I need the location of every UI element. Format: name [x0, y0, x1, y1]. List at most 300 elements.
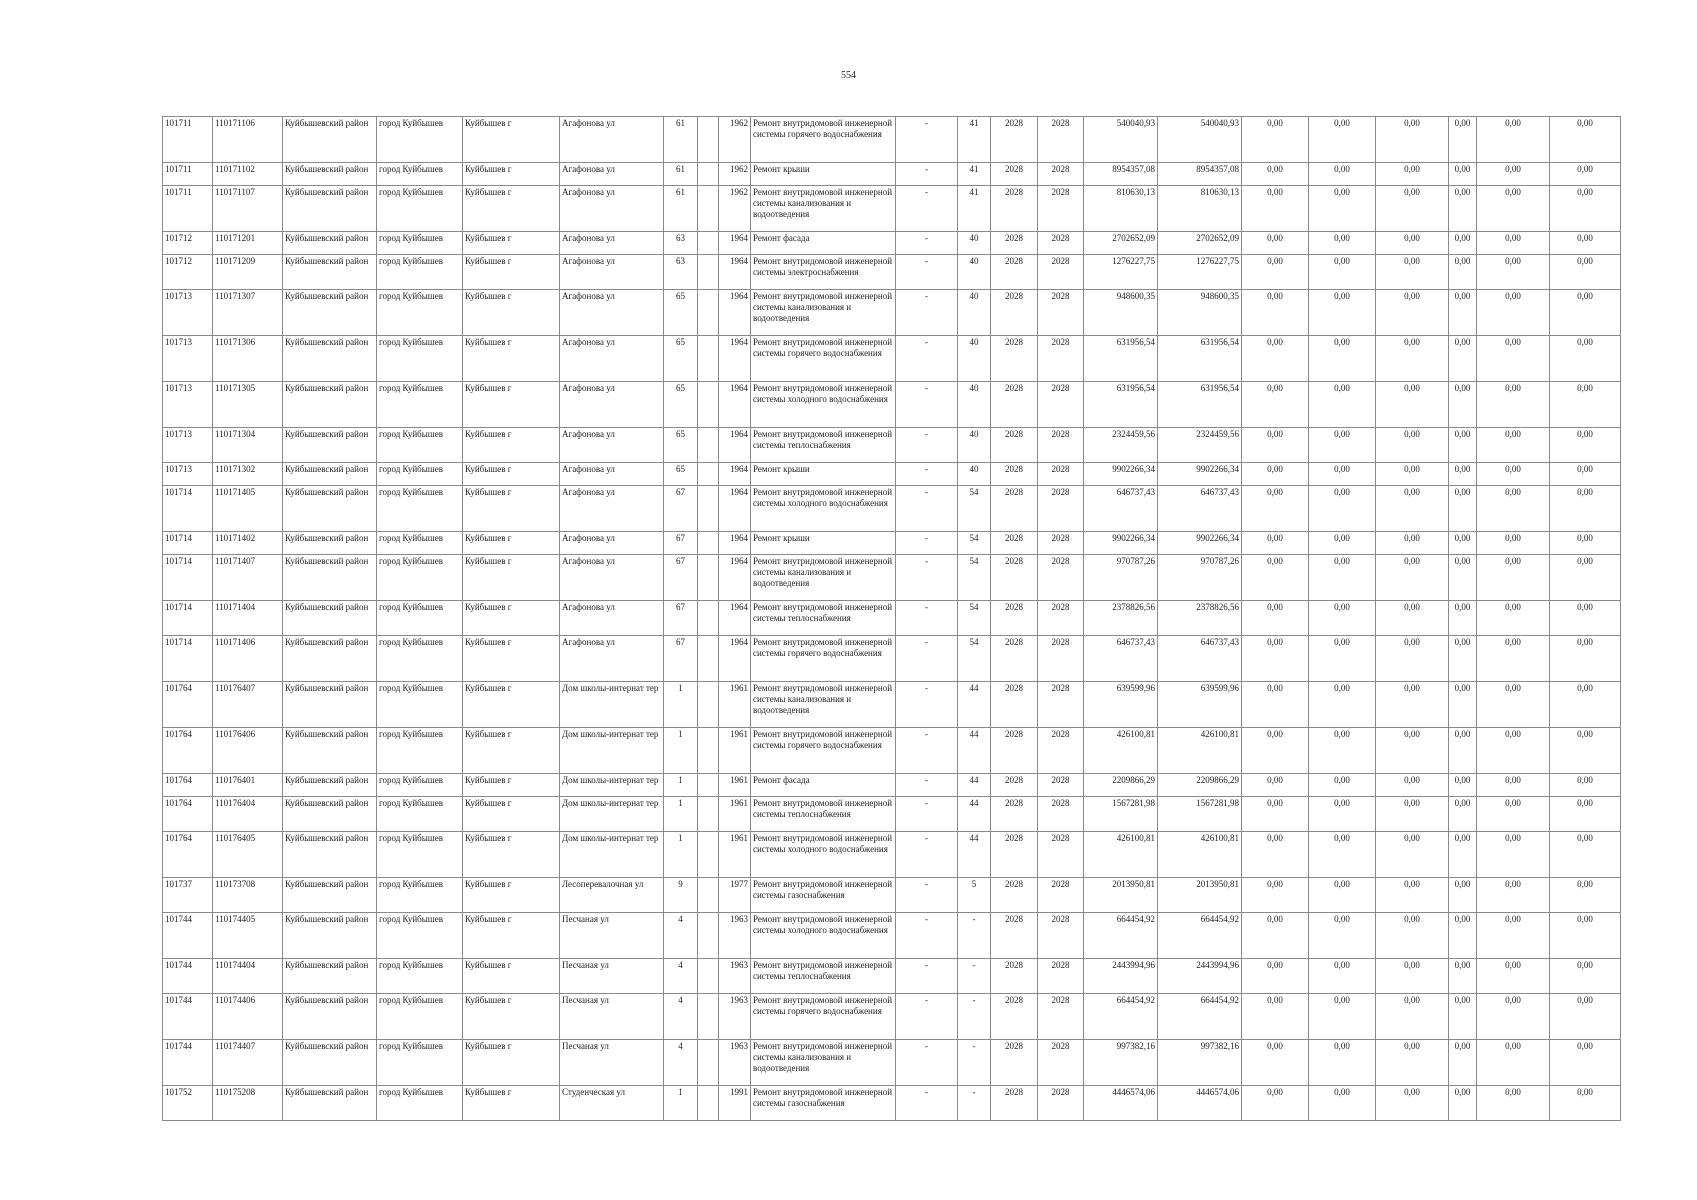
- cell-cost-extra: 0,00: [1550, 878, 1621, 913]
- cell-cost-federal: 0,00: [1242, 1040, 1309, 1086]
- cell-cost-owners: 0,00: [1477, 636, 1550, 682]
- cell-house-id: 101764: [163, 774, 213, 797]
- cell-unit: -: [896, 774, 958, 797]
- cell-cost-fund: 9902266,34: [1158, 532, 1242, 555]
- cell-plan-year-start: 2028: [991, 117, 1038, 163]
- cell-cost-other: 0,00: [1449, 959, 1477, 994]
- cell-work-id: 110171209: [213, 255, 283, 290]
- cell-cost-local: 0,00: [1376, 1040, 1449, 1086]
- cell-municipality: город Куйбышев: [377, 1040, 463, 1086]
- cell-year: 1962: [719, 163, 751, 186]
- cell-year: 1963: [719, 994, 751, 1040]
- cell-cost-regional: 0,00: [1309, 232, 1376, 255]
- cell-settlement: Куйбышев г: [463, 774, 560, 797]
- cell-work-id: 110171106: [213, 117, 283, 163]
- cell-work-id: 110171306: [213, 336, 283, 382]
- cell-year: 1964: [719, 463, 751, 486]
- table-row: [163, 1086, 1621, 1121]
- cell-street: Агафонова ул: [560, 117, 664, 163]
- cell-work-type: Ремонт внутридомовой инженерной системы канализования и водоотведения: [751, 1040, 896, 1086]
- cell-house-id: 101764: [163, 682, 213, 728]
- cell-house-number: 65: [664, 336, 698, 382]
- cell-cost-regional: 0,00: [1309, 601, 1376, 636]
- table-row: [163, 428, 1621, 463]
- cell-building: [698, 532, 719, 555]
- cell-cost-regional: 0,00: [1309, 959, 1376, 994]
- cell-cost-federal: 0,00: [1242, 186, 1309, 232]
- cell-cost-fund: 2324459,56: [1158, 428, 1242, 463]
- cell-cost-local: 0,00: [1376, 117, 1449, 163]
- cell-plan-year-start: 2028: [991, 186, 1038, 232]
- cell-work-type: Ремонт крыши: [751, 532, 896, 555]
- cell-municipality: город Куйбышев: [377, 117, 463, 163]
- cell-work-id: 110174405: [213, 913, 283, 959]
- cell-unit: -: [896, 994, 958, 1040]
- cell-street: Агафонова ул: [560, 636, 664, 682]
- cell-cost-other: 0,00: [1449, 290, 1477, 336]
- cell-wear: -: [958, 959, 991, 994]
- cell-cost-regional: 0,00: [1309, 428, 1376, 463]
- cell-plan-year-end: 2028: [1038, 428, 1084, 463]
- cell-cost-total: 540040,93: [1084, 117, 1158, 163]
- cell-work-id: 110176405: [213, 832, 283, 878]
- cell-house-number: 65: [664, 463, 698, 486]
- cell-plan-year-start: 2028: [991, 636, 1038, 682]
- cell-street: Дом школы-интернат тер: [560, 682, 664, 728]
- cell-cost-owners: 0,00: [1477, 878, 1550, 913]
- cell-cost-extra: 0,00: [1550, 463, 1621, 486]
- cell-cost-federal: 0,00: [1242, 797, 1309, 832]
- cell-district: Куйбышевский район: [283, 728, 377, 774]
- cell-cost-fund: 2209866,29: [1158, 774, 1242, 797]
- cell-plan-year-end: 2028: [1038, 486, 1084, 532]
- cell-cost-total: 8954357,08: [1084, 163, 1158, 186]
- table-row: [163, 636, 1621, 682]
- cell-cost-regional: 0,00: [1309, 290, 1376, 336]
- table-row: [163, 913, 1621, 959]
- cell-settlement: Куйбышев г: [463, 1040, 560, 1086]
- table-row: [163, 382, 1621, 428]
- cell-municipality: город Куйбышев: [377, 832, 463, 878]
- cell-cost-extra: 0,00: [1550, 290, 1621, 336]
- cell-cost-other: 0,00: [1449, 382, 1477, 428]
- cell-cost-local: 0,00: [1376, 959, 1449, 994]
- cell-cost-fund: 540040,93: [1158, 117, 1242, 163]
- cell-wear: 40: [958, 232, 991, 255]
- cell-municipality: город Куйбышев: [377, 728, 463, 774]
- cell-building: [698, 486, 719, 532]
- cell-settlement: Куйбышев г: [463, 728, 560, 774]
- cell-unit: -: [896, 728, 958, 774]
- cell-unit: -: [896, 382, 958, 428]
- cell-settlement: Куйбышев г: [463, 555, 560, 601]
- cell-plan-year-start: 2028: [991, 555, 1038, 601]
- cell-building: [698, 682, 719, 728]
- cell-cost-other: 0,00: [1449, 878, 1477, 913]
- cell-cost-regional: 0,00: [1309, 728, 1376, 774]
- cell-cost-regional: 0,00: [1309, 774, 1376, 797]
- cell-building: [698, 382, 719, 428]
- cell-cost-other: 0,00: [1449, 682, 1477, 728]
- cell-plan-year-start: 2028: [991, 1040, 1038, 1086]
- cell-cost-extra: 0,00: [1550, 336, 1621, 382]
- cell-cost-fund: 948600,35: [1158, 290, 1242, 336]
- cell-cost-federal: 0,00: [1242, 382, 1309, 428]
- cell-work-type: Ремонт внутридомовой инженерной системы горячего водоснабжения: [751, 636, 896, 682]
- cell-work-type: Ремонт внутридомовой инженерной системы холодного водоснабжения: [751, 382, 896, 428]
- cell-wear: 44: [958, 682, 991, 728]
- cell-wear: 41: [958, 163, 991, 186]
- cell-street: Агафонова ул: [560, 486, 664, 532]
- cell-municipality: город Куйбышев: [377, 463, 463, 486]
- cell-plan-year-start: 2028: [991, 486, 1038, 532]
- cell-settlement: Куйбышев г: [463, 601, 560, 636]
- cell-house-id: 101713: [163, 290, 213, 336]
- cell-cost-fund: 2702652,09: [1158, 232, 1242, 255]
- cell-street: Лесоперевалочная ул: [560, 878, 664, 913]
- cell-unit: -: [896, 832, 958, 878]
- cell-house-id: 101712: [163, 232, 213, 255]
- cell-municipality: город Куйбышев: [377, 1086, 463, 1121]
- cell-settlement: Куйбышев г: [463, 336, 560, 382]
- cell-settlement: Куйбышев г: [463, 532, 560, 555]
- cell-cost-owners: 0,00: [1477, 428, 1550, 463]
- cell-cost-local: 0,00: [1376, 382, 1449, 428]
- cell-unit: -: [896, 601, 958, 636]
- cell-cost-extra: 0,00: [1550, 994, 1621, 1040]
- cell-plan-year-start: 2028: [991, 163, 1038, 186]
- cell-cost-federal: 0,00: [1242, 1086, 1309, 1121]
- cell-cost-fund: 646737,43: [1158, 636, 1242, 682]
- cell-cost-local: 0,00: [1376, 601, 1449, 636]
- cell-house-id: 101713: [163, 382, 213, 428]
- cell-wear: 40: [958, 463, 991, 486]
- cell-cost-fund: 426100,81: [1158, 832, 1242, 878]
- cell-year: 1964: [719, 290, 751, 336]
- cell-cost-other: 0,00: [1449, 636, 1477, 682]
- cell-work-type: Ремонт внутридомовой инженерной системы газоснабжения: [751, 1086, 896, 1121]
- cell-unit: -: [896, 232, 958, 255]
- cell-cost-federal: 0,00: [1242, 117, 1309, 163]
- table-row: [163, 601, 1621, 636]
- cell-settlement: Куйбышев г: [463, 682, 560, 728]
- cell-cost-federal: 0,00: [1242, 959, 1309, 994]
- cell-cost-owners: 0,00: [1477, 486, 1550, 532]
- cell-cost-regional: 0,00: [1309, 1086, 1376, 1121]
- cell-settlement: Куйбышев г: [463, 117, 560, 163]
- cell-cost-total: 426100,81: [1084, 728, 1158, 774]
- cell-work-type: Ремонт внутридомовой инженерной системы горячего водоснабжения: [751, 117, 896, 163]
- cell-wear: 54: [958, 636, 991, 682]
- cell-district: Куйбышевский район: [283, 636, 377, 682]
- cell-district: Куйбышевский район: [283, 959, 377, 994]
- cell-municipality: город Куйбышев: [377, 428, 463, 463]
- cell-plan-year-end: 2028: [1038, 532, 1084, 555]
- cell-street: Студенческая ул: [560, 1086, 664, 1121]
- cell-work-id: 110171406: [213, 636, 283, 682]
- cell-plan-year-start: 2028: [991, 336, 1038, 382]
- cell-plan-year-end: 2028: [1038, 117, 1084, 163]
- cell-plan-year-start: 2028: [991, 232, 1038, 255]
- cell-cost-other: 0,00: [1449, 117, 1477, 163]
- cell-house-id: 101713: [163, 463, 213, 486]
- cell-municipality: город Куйбышев: [377, 774, 463, 797]
- cell-settlement: Куйбышев г: [463, 290, 560, 336]
- cell-cost-regional: 0,00: [1309, 797, 1376, 832]
- cell-cost-federal: 0,00: [1242, 232, 1309, 255]
- cell-cost-extra: 0,00: [1550, 1086, 1621, 1121]
- cell-plan-year-end: 2028: [1038, 959, 1084, 994]
- cell-cost-federal: 0,00: [1242, 290, 1309, 336]
- cell-wear: 54: [958, 555, 991, 601]
- cell-cost-owners: 0,00: [1477, 728, 1550, 774]
- cell-year: 1991: [719, 1086, 751, 1121]
- cell-wear: 44: [958, 774, 991, 797]
- cell-house-id: 101712: [163, 255, 213, 290]
- cell-district: Куйбышевский район: [283, 994, 377, 1040]
- cell-street: Песчаная ул: [560, 994, 664, 1040]
- cell-house-id: 101744: [163, 994, 213, 1040]
- cell-cost-other: 0,00: [1449, 601, 1477, 636]
- cell-year: 1964: [719, 255, 751, 290]
- cell-settlement: Куйбышев г: [463, 913, 560, 959]
- cell-district: Куйбышевский район: [283, 163, 377, 186]
- cell-cost-fund: 2378826,56: [1158, 601, 1242, 636]
- table-row: [163, 290, 1621, 336]
- cell-plan-year-start: 2028: [991, 290, 1038, 336]
- cell-cost-total: 9902266,34: [1084, 532, 1158, 555]
- cell-work-type: Ремонт внутридомовой инженерной системы теплоснабжения: [751, 428, 896, 463]
- cell-cost-total: 664454,92: [1084, 994, 1158, 1040]
- cell-house-id: 101714: [163, 486, 213, 532]
- cell-unit: -: [896, 336, 958, 382]
- cell-work-id: 110174406: [213, 994, 283, 1040]
- cell-cost-local: 0,00: [1376, 774, 1449, 797]
- table-row: [163, 186, 1621, 232]
- cell-cost-extra: 0,00: [1550, 486, 1621, 532]
- cell-cost-local: 0,00: [1376, 913, 1449, 959]
- cell-cost-total: 2013950,81: [1084, 878, 1158, 913]
- cell-municipality: город Куйбышев: [377, 878, 463, 913]
- table-body: [163, 117, 1621, 1121]
- cell-cost-local: 0,00: [1376, 728, 1449, 774]
- cell-cost-local: 0,00: [1376, 797, 1449, 832]
- cell-cost-fund: 8954357,08: [1158, 163, 1242, 186]
- cell-settlement: Куйбышев г: [463, 186, 560, 232]
- cell-work-id: 110175208: [213, 1086, 283, 1121]
- cell-plan-year-start: 2028: [991, 832, 1038, 878]
- cell-settlement: Куйбышев г: [463, 959, 560, 994]
- cell-cost-federal: 0,00: [1242, 336, 1309, 382]
- cell-cost-federal: 0,00: [1242, 832, 1309, 878]
- cell-cost-owners: 0,00: [1477, 682, 1550, 728]
- table-row: [163, 959, 1621, 994]
- cell-district: Куйбышевский район: [283, 913, 377, 959]
- cell-year: 1963: [719, 959, 751, 994]
- cell-house-number: 4: [664, 959, 698, 994]
- cell-cost-regional: 0,00: [1309, 532, 1376, 555]
- cell-cost-local: 0,00: [1376, 555, 1449, 601]
- cell-unit: -: [896, 1086, 958, 1121]
- cell-district: Куйбышевский район: [283, 1040, 377, 1086]
- cell-municipality: город Куйбышев: [377, 636, 463, 682]
- cell-unit: -: [896, 163, 958, 186]
- cell-unit: -: [896, 255, 958, 290]
- cell-cost-regional: 0,00: [1309, 1040, 1376, 1086]
- cell-plan-year-end: 2028: [1038, 797, 1084, 832]
- cell-house-id: 101764: [163, 832, 213, 878]
- cell-cost-total: 1567281,98: [1084, 797, 1158, 832]
- cell-work-type: Ремонт фасада: [751, 774, 896, 797]
- cell-cost-other: 0,00: [1449, 232, 1477, 255]
- cell-cost-owners: 0,00: [1477, 913, 1550, 959]
- cell-wear: 40: [958, 428, 991, 463]
- cell-work-id: 110176401: [213, 774, 283, 797]
- cell-cost-total: 2702652,09: [1084, 232, 1158, 255]
- cell-municipality: город Куйбышев: [377, 255, 463, 290]
- cell-house-number: 4: [664, 1040, 698, 1086]
- cell-house-id: 101711: [163, 186, 213, 232]
- cell-work-id: 110171107: [213, 186, 283, 232]
- cell-unit: -: [896, 682, 958, 728]
- cell-work-id: 110171304: [213, 428, 283, 463]
- cell-district: Куйбышевский район: [283, 601, 377, 636]
- cell-plan-year-end: 2028: [1038, 163, 1084, 186]
- cell-building: [698, 636, 719, 682]
- cell-house-number: 1: [664, 728, 698, 774]
- cell-house-id: 101711: [163, 117, 213, 163]
- cell-building: [698, 1086, 719, 1121]
- cell-year: 1964: [719, 336, 751, 382]
- cell-year: 1977: [719, 878, 751, 913]
- cell-district: Куйбышевский район: [283, 532, 377, 555]
- cell-district: Куйбышевский район: [283, 555, 377, 601]
- cell-plan-year-start: 2028: [991, 994, 1038, 1040]
- cell-cost-federal: 0,00: [1242, 913, 1309, 959]
- cell-work-id: 110174407: [213, 1040, 283, 1086]
- cell-cost-other: 0,00: [1449, 797, 1477, 832]
- cell-wear: 5: [958, 878, 991, 913]
- cell-work-type: Ремонт внутридомовой инженерной системы теплоснабжения: [751, 797, 896, 832]
- cell-street: Песчаная ул: [560, 1040, 664, 1086]
- cell-unit: -: [896, 913, 958, 959]
- cell-district: Куйбышевский район: [283, 255, 377, 290]
- cell-plan-year-start: 2028: [991, 878, 1038, 913]
- cell-work-type: Ремонт крыши: [751, 463, 896, 486]
- cell-unit: -: [896, 878, 958, 913]
- cell-unit: -: [896, 797, 958, 832]
- cell-cost-regional: 0,00: [1309, 117, 1376, 163]
- cell-cost-fund: 2443994,96: [1158, 959, 1242, 994]
- cell-plan-year-end: 2028: [1038, 636, 1084, 682]
- cell-plan-year-end: 2028: [1038, 913, 1084, 959]
- cell-house-id: 101714: [163, 555, 213, 601]
- cell-unit: -: [896, 555, 958, 601]
- cell-work-id: 110171404: [213, 601, 283, 636]
- cell-year: 1964: [719, 428, 751, 463]
- cell-street: Дом школы-интернат тер: [560, 832, 664, 878]
- cell-work-id: 110171405: [213, 486, 283, 532]
- cell-plan-year-end: 2028: [1038, 255, 1084, 290]
- cell-work-type: Ремонт внутридомовой инженерной системы холодного водоснабжения: [751, 913, 896, 959]
- cell-building: [698, 832, 719, 878]
- cell-house-id: 101744: [163, 1040, 213, 1086]
- table-row: [163, 994, 1621, 1040]
- cell-wear: 54: [958, 601, 991, 636]
- cell-cost-fund: 997382,16: [1158, 1040, 1242, 1086]
- cell-wear: 41: [958, 186, 991, 232]
- cell-cost-local: 0,00: [1376, 255, 1449, 290]
- cell-district: Куйбышевский район: [283, 682, 377, 728]
- table-row: [163, 532, 1621, 555]
- cell-cost-fund: 631956,54: [1158, 336, 1242, 382]
- cell-cost-extra: 0,00: [1550, 959, 1621, 994]
- cell-building: [698, 255, 719, 290]
- cell-cost-extra: 0,00: [1550, 186, 1621, 232]
- cell-cost-federal: 0,00: [1242, 878, 1309, 913]
- cell-cost-total: 664454,92: [1084, 913, 1158, 959]
- cell-street: Агафонова ул: [560, 555, 664, 601]
- cell-house-number: 65: [664, 428, 698, 463]
- cell-cost-owners: 0,00: [1477, 336, 1550, 382]
- cell-plan-year-end: 2028: [1038, 994, 1084, 1040]
- cell-cost-local: 0,00: [1376, 290, 1449, 336]
- cell-house-number: 67: [664, 486, 698, 532]
- cell-street: Агафонова ул: [560, 428, 664, 463]
- table-row: [163, 163, 1621, 186]
- cell-plan-year-end: 2028: [1038, 601, 1084, 636]
- cell-year: 1964: [719, 532, 751, 555]
- cell-municipality: город Куйбышев: [377, 913, 463, 959]
- cell-building: [698, 428, 719, 463]
- cell-cost-fund: 631956,54: [1158, 382, 1242, 428]
- cell-district: Куйбышевский район: [283, 186, 377, 232]
- cell-cost-total: 9902266,34: [1084, 463, 1158, 486]
- cell-plan-year-start: 2028: [991, 774, 1038, 797]
- cell-settlement: Куйбышев г: [463, 255, 560, 290]
- cell-cost-federal: 0,00: [1242, 486, 1309, 532]
- cell-street: Дом школы-интернат тер: [560, 797, 664, 832]
- cell-cost-owners: 0,00: [1477, 290, 1550, 336]
- cell-street: Песчаная ул: [560, 959, 664, 994]
- cell-settlement: Куйбышев г: [463, 797, 560, 832]
- cell-cost-regional: 0,00: [1309, 186, 1376, 232]
- cell-cost-regional: 0,00: [1309, 878, 1376, 913]
- cell-plan-year-start: 2028: [991, 382, 1038, 428]
- cell-cost-owners: 0,00: [1477, 832, 1550, 878]
- table-row: [163, 255, 1621, 290]
- cell-street: Дом школы-интернат тер: [560, 774, 664, 797]
- cell-work-id: 110174404: [213, 959, 283, 994]
- cell-cost-federal: 0,00: [1242, 601, 1309, 636]
- cell-cost-local: 0,00: [1376, 463, 1449, 486]
- cell-work-id: 110171407: [213, 555, 283, 601]
- table-row: [163, 555, 1621, 601]
- cell-cost-federal: 0,00: [1242, 555, 1309, 601]
- cell-building: [698, 186, 719, 232]
- cell-house-id: 101714: [163, 636, 213, 682]
- cell-house-number: 67: [664, 555, 698, 601]
- cell-district: Куйбышевский район: [283, 117, 377, 163]
- cell-house-number: 1: [664, 832, 698, 878]
- cell-cost-local: 0,00: [1376, 486, 1449, 532]
- cell-cost-local: 0,00: [1376, 163, 1449, 186]
- cell-cost-extra: 0,00: [1550, 682, 1621, 728]
- cell-work-type: Ремонт внутридомовой инженерной системы горячего водоснабжения: [751, 994, 896, 1040]
- cell-work-id: 110171102: [213, 163, 283, 186]
- cell-wear: 54: [958, 486, 991, 532]
- cell-year: 1961: [719, 682, 751, 728]
